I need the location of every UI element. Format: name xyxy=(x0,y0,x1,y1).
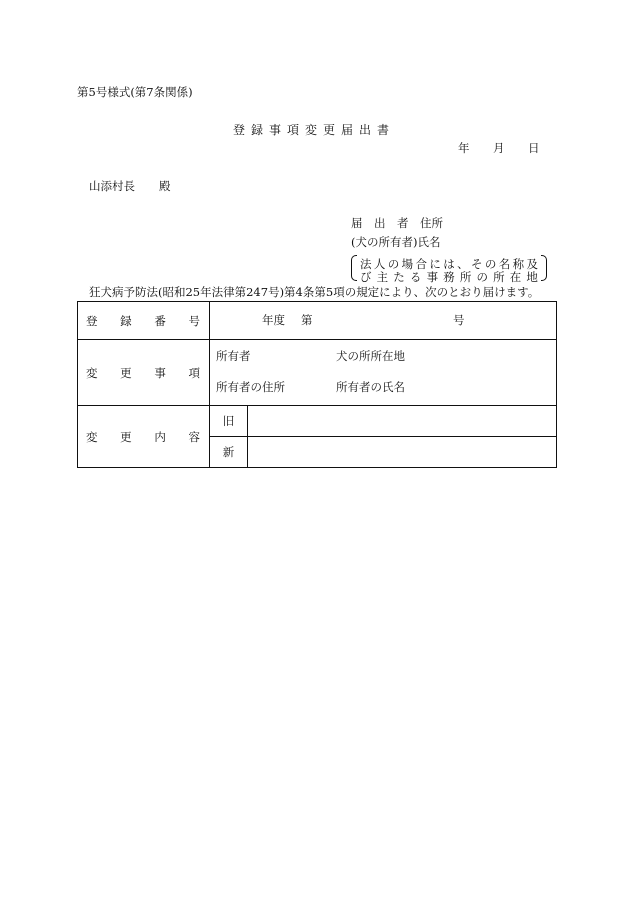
corporation-note-char: 事 xyxy=(426,270,439,284)
dai-label: 第 xyxy=(301,313,313,327)
corporation-note-char: 、 xyxy=(457,257,469,271)
registration-number-value-cell[interactable] xyxy=(210,302,557,340)
change-items-label-cell xyxy=(78,340,210,406)
label-char: 変 xyxy=(86,429,98,444)
addressee-honorific: 殿 xyxy=(159,179,171,193)
corporation-note-char: 在 xyxy=(509,270,522,284)
corporation-note-char: 所 xyxy=(493,270,505,284)
old-label: 旧 xyxy=(210,406,248,437)
corporation-note-char: た xyxy=(393,270,405,284)
go-label: 号 xyxy=(453,313,465,327)
option-dog-location[interactable]: 犬の所所在地 xyxy=(336,349,405,363)
new-label: 新 xyxy=(210,437,248,468)
option-owner-name[interactable]: 所有者の氏名 xyxy=(336,380,405,394)
label-char: 容 xyxy=(188,429,200,444)
fiscal-year-label: 年度 xyxy=(262,313,285,327)
notifier-name-label: (犬の所有者)氏名 xyxy=(351,235,441,249)
notifier-address-label: 届 出 者 住所 xyxy=(351,216,443,230)
corporation-note-char: 合 xyxy=(415,257,427,271)
registration-change-table xyxy=(77,301,557,468)
corporation-note-char: び xyxy=(360,270,372,284)
corporation-note-char: の xyxy=(387,257,400,271)
corporation-note-char: る xyxy=(409,270,422,284)
label-char: 登 xyxy=(86,313,98,328)
label-char: 更 xyxy=(120,429,132,444)
corporation-note-char: の xyxy=(484,257,497,271)
label-char: 事 xyxy=(154,365,166,380)
corporation-note-char: 地 xyxy=(526,270,538,284)
corporation-note-line2 xyxy=(360,269,538,285)
registration-number-label xyxy=(78,313,209,329)
corporation-note-char: 場 xyxy=(401,257,414,271)
label-char: 項 xyxy=(188,365,200,380)
date-year-label: 年 xyxy=(458,141,470,155)
corporation-note-char: 所 xyxy=(459,270,472,284)
option-owner-address[interactable]: 所有者の住所 xyxy=(216,380,285,394)
addressee-name: 山添村長 xyxy=(89,179,135,193)
corporation-note xyxy=(351,255,547,284)
old-value-field[interactable] xyxy=(248,406,557,437)
corporation-note-char: 人 xyxy=(373,257,386,271)
document-title: 登録事項変更届出書 xyxy=(233,123,396,137)
right-bracket xyxy=(541,255,547,281)
corporation-note-char: 称 xyxy=(512,257,525,271)
change-content-label-cell xyxy=(78,406,210,468)
left-bracket xyxy=(351,255,357,281)
corporation-note-char: は xyxy=(443,257,455,271)
corporation-note-char: 名 xyxy=(498,257,511,271)
corporation-note-char: 法 xyxy=(360,257,372,271)
label-char: 変 xyxy=(86,365,98,380)
corporation-note-char: そ xyxy=(471,257,483,271)
corporation-note-char: の xyxy=(476,270,488,284)
registration-number-label-cell xyxy=(78,302,210,340)
change-items-options-cell xyxy=(210,340,557,406)
label-char: 番 xyxy=(154,313,166,328)
form-number: 第5号様式(第7条関係) xyxy=(77,85,193,99)
legal-statement: 狂犬病予防法(昭和25年法律第247号)第4条第5項の規定により、次のとおり届けます。 xyxy=(89,285,540,299)
option-owner[interactable]: 所有者 xyxy=(216,349,251,363)
corporation-note-char: 主 xyxy=(376,270,389,284)
date-day-label: 日 xyxy=(528,141,540,155)
label-char: 録 xyxy=(120,313,132,328)
change-items-label xyxy=(78,365,209,381)
label-char: 内 xyxy=(154,429,166,444)
label-char: 更 xyxy=(120,365,132,380)
corporation-note-char: 務 xyxy=(443,270,455,284)
corporation-note-char: 及 xyxy=(526,257,538,271)
change-content-label xyxy=(78,429,209,445)
date-month-label: 月 xyxy=(493,141,505,155)
new-value-field[interactable] xyxy=(248,437,557,468)
label-char: 号 xyxy=(188,313,200,328)
corporation-note-char: に xyxy=(429,257,441,271)
